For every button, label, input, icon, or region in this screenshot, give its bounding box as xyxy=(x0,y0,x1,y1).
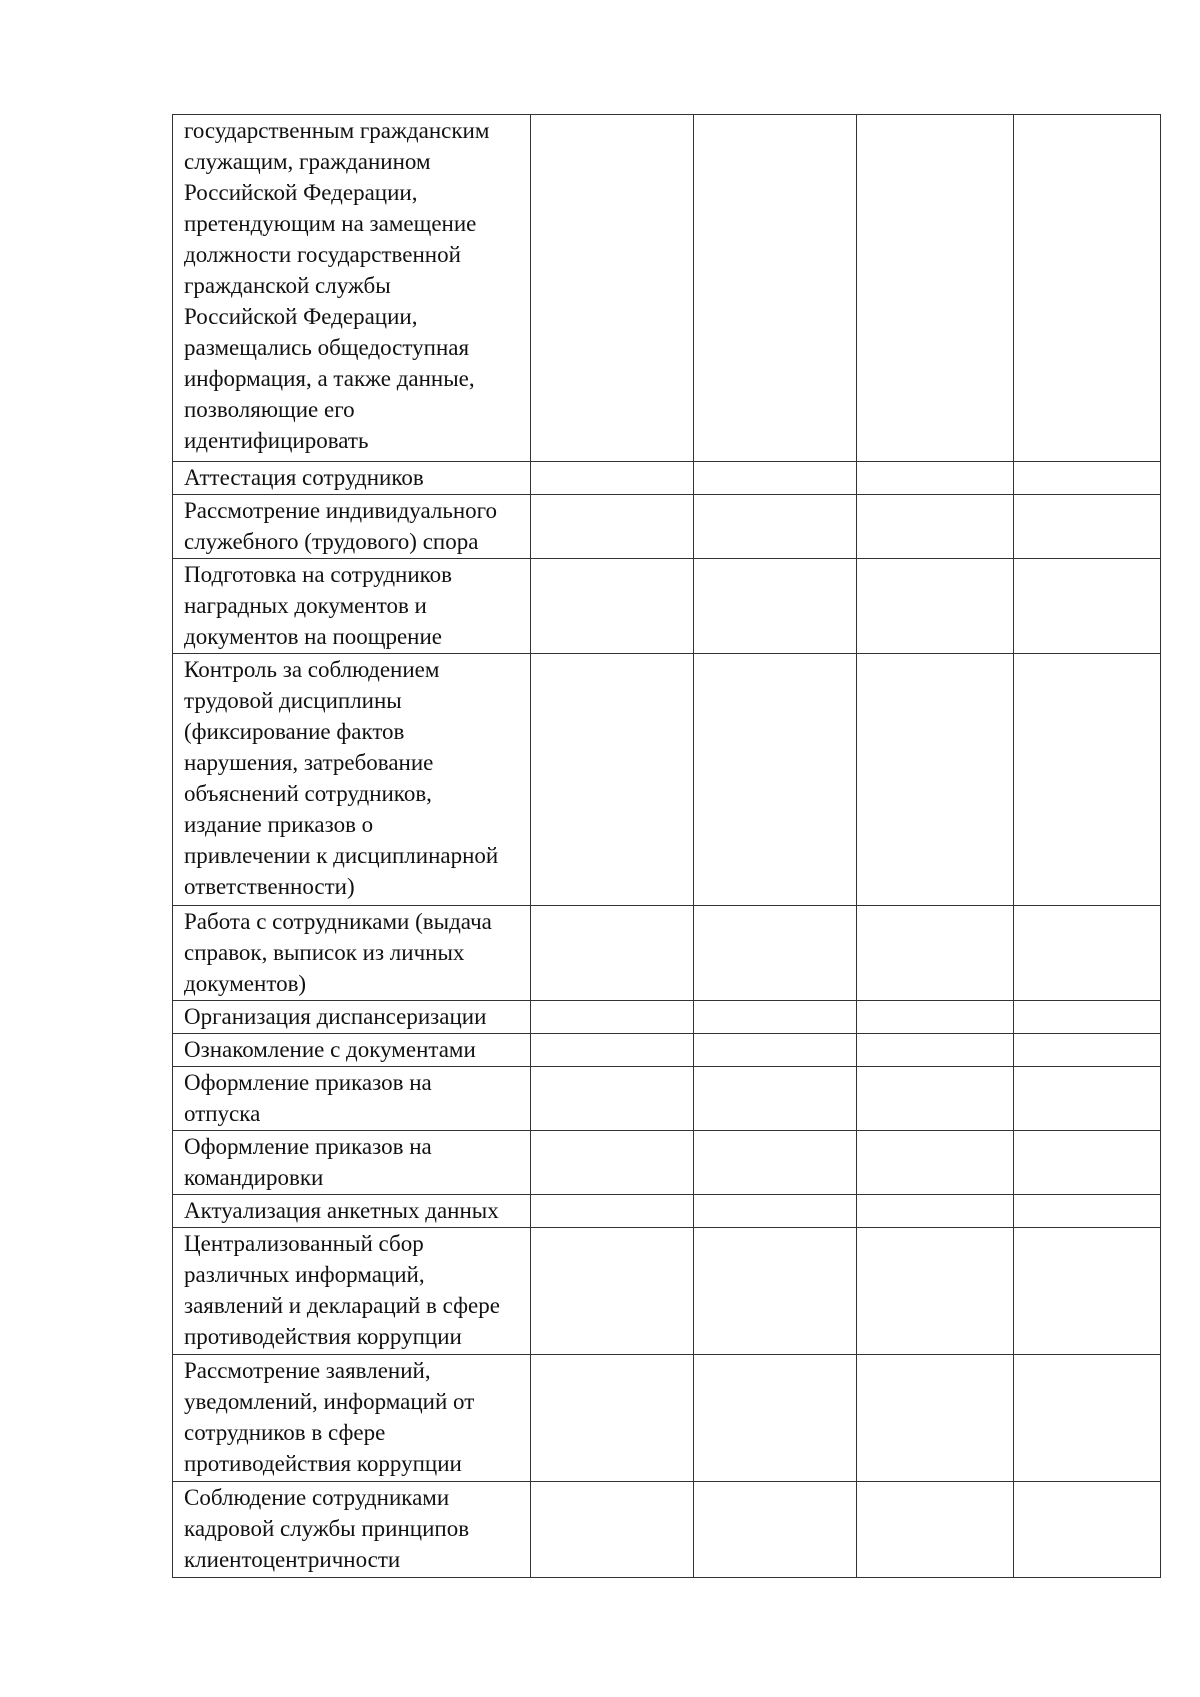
table-row xyxy=(173,654,1161,906)
table-row xyxy=(173,495,1161,559)
table-cell xyxy=(1014,1067,1161,1131)
table-cell xyxy=(694,1195,857,1228)
row-label: Организация диспансеризации xyxy=(173,1001,531,1034)
table-row xyxy=(173,1228,1161,1355)
table-cell xyxy=(857,495,1014,559)
table-cell xyxy=(531,495,694,559)
table-cell xyxy=(1014,462,1161,495)
table-cell xyxy=(531,654,694,906)
table-row xyxy=(173,462,1161,495)
table-body xyxy=(173,115,1161,1578)
table-cell xyxy=(531,1228,694,1355)
row-label: Рассмотрение заявлений, уведомлений, информаций от сотрудников в сфере противодействия коррупции xyxy=(173,1355,531,1482)
table-cell xyxy=(857,1195,1014,1228)
table-cell xyxy=(694,1001,857,1034)
table-cell xyxy=(857,559,1014,654)
table-cell xyxy=(531,1131,694,1195)
table-cell xyxy=(1014,495,1161,559)
row-label: Аттестация сотрудников xyxy=(173,462,531,495)
row-label: Подготовка на сотрудников наградных документов и документов на поощрение xyxy=(173,559,531,654)
row-label: Контроль за соблюдением трудовой дисциплины (фиксирование фактов нарушения, затребование объяснений сотрудников, издание приказов о привлечении к дисциплинарной ответственности) xyxy=(173,654,531,906)
table-row xyxy=(173,1001,1161,1034)
table-cell xyxy=(694,1228,857,1355)
table-cell xyxy=(531,1355,694,1482)
table-row xyxy=(173,1482,1161,1578)
table-cell xyxy=(1014,1001,1161,1034)
table-cell xyxy=(694,654,857,906)
table-cell xyxy=(857,1067,1014,1131)
table-cell xyxy=(531,1482,694,1578)
table-row xyxy=(173,1355,1161,1482)
table-cell xyxy=(857,115,1014,462)
table-cell xyxy=(1014,1131,1161,1195)
table-cell xyxy=(694,906,857,1001)
table-cell xyxy=(694,1355,857,1482)
table-cell xyxy=(1014,115,1161,462)
table-cell xyxy=(1014,1482,1161,1578)
table-cell xyxy=(857,462,1014,495)
row-label: Работа с сотрудниками (выдача справок, выписок из личных документов) xyxy=(173,906,531,1001)
table-cell xyxy=(531,1195,694,1228)
table-cell xyxy=(694,1067,857,1131)
table-cell xyxy=(1014,1355,1161,1482)
row-label: Актуализация анкетных данных xyxy=(173,1195,531,1228)
table-cell xyxy=(1014,1195,1161,1228)
table-cell xyxy=(857,906,1014,1001)
table-row xyxy=(173,1131,1161,1195)
table-cell xyxy=(857,1034,1014,1067)
table-cell xyxy=(694,1034,857,1067)
table-cell xyxy=(1014,559,1161,654)
row-label: Соблюдение сотрудниками кадровой службы принципов клиентоцентричности xyxy=(173,1482,531,1578)
table-cell xyxy=(531,462,694,495)
table-row xyxy=(173,906,1161,1001)
table-cell xyxy=(857,1131,1014,1195)
assessment-table xyxy=(172,114,1161,1578)
table-row xyxy=(173,115,1161,462)
table-cell xyxy=(531,115,694,462)
table-cell xyxy=(694,115,857,462)
table-cell xyxy=(694,1131,857,1195)
row-label: Рассмотрение индивидуального служебного (трудового) спора xyxy=(173,495,531,559)
table-cell xyxy=(531,559,694,654)
table-cell xyxy=(1014,906,1161,1001)
table-cell xyxy=(694,1482,857,1578)
table-cell xyxy=(857,1355,1014,1482)
table-row xyxy=(173,559,1161,654)
table-cell xyxy=(531,1001,694,1034)
table-cell xyxy=(1014,1034,1161,1067)
table-cell xyxy=(694,462,857,495)
row-label: Централизованный сбор различных информаций, заявлений и деклараций в сфере противодействия коррупции xyxy=(173,1228,531,1355)
table-cell xyxy=(694,559,857,654)
row-label: Ознакомление с документами xyxy=(173,1034,531,1067)
table-cell xyxy=(857,654,1014,906)
table-cell xyxy=(1014,654,1161,906)
table-cell xyxy=(857,1482,1014,1578)
table-cell xyxy=(1014,1228,1161,1355)
table-cell xyxy=(857,1001,1014,1034)
table-cell xyxy=(694,495,857,559)
table-cell xyxy=(531,1067,694,1131)
row-label: Оформление приказов на отпуска xyxy=(173,1067,531,1131)
table-cell xyxy=(857,1228,1014,1355)
row-label: государственным гражданским служащим, гражданином Российской Федерации, претендующим на замещение должности государственной гражданской службы Российской Федерации, размещались общедоступная информация, а также данные, позволяющие его идентифицировать xyxy=(173,115,531,462)
table-cell xyxy=(531,906,694,1001)
table-row xyxy=(173,1067,1161,1131)
row-label: Оформление приказов на командировки xyxy=(173,1131,531,1195)
table-cell xyxy=(531,1034,694,1067)
table-row xyxy=(173,1034,1161,1067)
table-row xyxy=(173,1195,1161,1228)
